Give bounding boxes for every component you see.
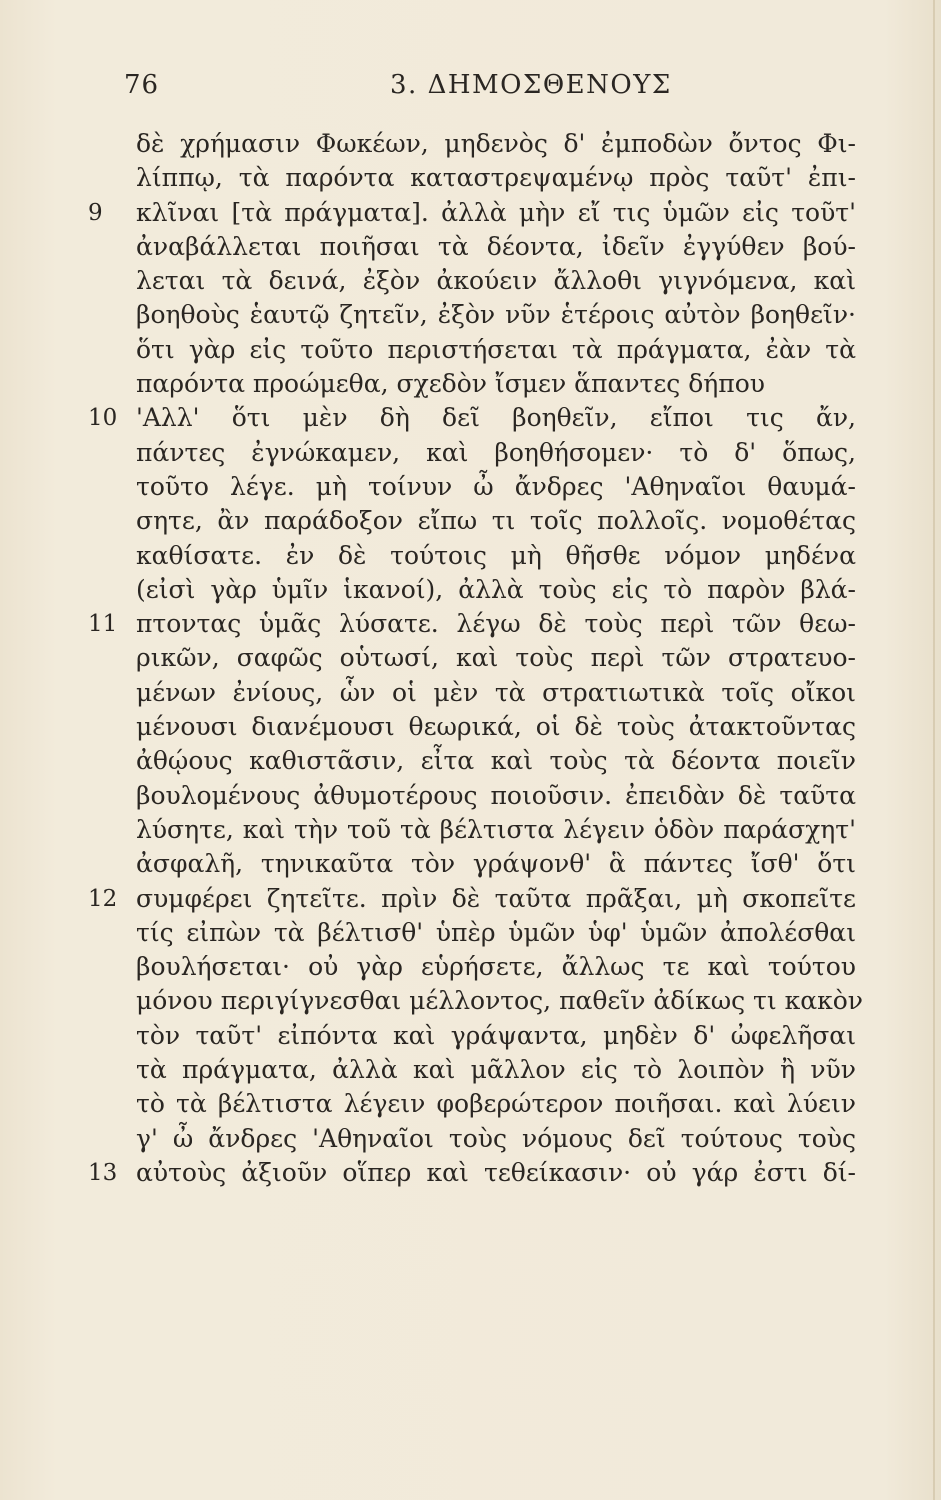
line-text: τὸ τὰ βέλτιστα λέγειν φοβερώτερον ποιῆσαι. καὶ λύειν — [136, 1089, 856, 1119]
text-line — [136, 161, 856, 195]
line-text: λίππῳ, τὰ παρόντα καταστρεψαμένῳ πρὸς ταῦτ' ἐπι- — [136, 163, 856, 193]
section-number: 12 — [88, 885, 118, 912]
text-line — [136, 744, 856, 778]
line-text: δὲ χρήμασιν Φωκέων, μηδενὸς δ' ἐμποδὼν ὄντος Φι- — [136, 129, 856, 158]
line-text: συμφέρει ζητεῖτε. πρὶν δὲ ταῦτα πρᾶξαι, μὴ σκοπεῖτε — [136, 883, 856, 913]
text-line — [136, 333, 856, 367]
text-line — [88, 401, 856, 435]
text-line — [136, 641, 856, 675]
line-text: καθίσατε. ἐν δὲ τούτοις μὴ θῆσθε νόμον μηδένα — [136, 540, 856, 570]
line-text: μένων ἐνίους, ὧν οἱ μὲν τὰ στρατιωτικὰ τοῖς οἴκοι — [136, 677, 856, 707]
text-line — [136, 298, 856, 332]
line-text: αὐτοὺς ἀξιοῦν οἵπερ καὶ τεθείκασιν· οὐ γάρ ἐστι δί- — [136, 1157, 856, 1187]
page-header — [124, 70, 864, 110]
text-line — [136, 1053, 856, 1087]
line-text: βουλήσεται· οὐ γὰρ εὑρήσετε, ἄλλως τε καὶ τούτου — [136, 952, 856, 982]
line-text: τὰ πράγματα, ἀλλὰ καὶ μᾶλλον εἰς τὸ λοιπὸν ἢ νῦν — [136, 1055, 856, 1085]
line-text: λύσητε, καὶ τὴν τοῦ τὰ βέλτιστα λέγειν ὁδὸν παράσχητ' — [136, 814, 856, 844]
text-line — [88, 882, 856, 916]
line-text: τὸν ταῦτ' εἰπόντα καὶ γράψαντα, μηδὲν δ' ὠφελῆσαι — [136, 1020, 856, 1050]
text-line — [136, 1087, 856, 1121]
text-line — [136, 504, 856, 538]
text-line — [136, 470, 856, 504]
page-edge — [933, 0, 935, 1500]
text-line — [136, 264, 856, 298]
line-text: βουλομένους ἀθυμοτέρους ποιοῦσιν. ἐπειδὰν δὲ ταῦτα — [136, 780, 856, 810]
text-line — [136, 847, 856, 881]
line-text: τίς εἰπὼν τὰ βέλτισθ' ὑπὲρ ὑμῶν ὑφ' ὑμῶν ἀπολέσθαι — [136, 917, 856, 947]
line-text: λεται τὰ δεινά, ἐξὸν ἀκούειν ἄλλοθι γιγνόμενα, καὶ — [136, 266, 856, 296]
line-text: (εἰσὶ γὰρ ὑμῖν ἱκανοί), ἀλλὰ τοὺς εἰς τὸ παρὸν βλά- — [136, 574, 856, 604]
text-line — [88, 607, 856, 641]
line-text: ἀθῴους καθιστᾶσιν, εἶτα καὶ τοὺς τὰ δέοντα ποιεῖν — [136, 746, 856, 776]
section-number: 10 — [88, 405, 118, 432]
line-text: μόνου περιγίγνεσθαι μέλλοντος, παθεῖν ἀδίκως τι κακὸν — [136, 986, 863, 1016]
greek-text-body — [88, 127, 863, 1190]
line-text: μένουσι διανέμουσι θεωρικά, οἱ δὲ τοὺς ἀτακτοῦντας — [136, 712, 856, 742]
text-line — [136, 950, 856, 984]
running-title: 3. ΔΗΜΟΣΘΕΝΟΥΣ — [390, 70, 672, 100]
line-text: πάντες ἐγνώκαμεν, καὶ βοηθήσομεν· τὸ δ' ὅπως, — [136, 437, 856, 467]
section-number: 9 — [88, 199, 103, 226]
text-line — [136, 539, 856, 573]
line-text: ρικῶν, σαφῶς οὑτωσί, καὶ τοὺς περὶ τῶν στρατευο- — [136, 643, 856, 673]
text-line — [136, 916, 856, 950]
section-number: 13 — [88, 1159, 118, 1186]
text-line — [136, 1019, 856, 1053]
text-line — [136, 984, 863, 1018]
text-line — [136, 1122, 856, 1156]
line-text: παρόντα προώμεθα, σχεδὸν ἴσμεν ἅπαντες δήπου — [136, 369, 765, 399]
line-text: γ' ὦ ἄνδρες 'Αθηναῖοι τοὺς νόμους δεῖ τούτους τοὺς — [136, 1123, 856, 1153]
text-line — [136, 779, 856, 813]
text-line — [88, 1156, 856, 1190]
line-text: σητε, ἂν παράδοξον εἴπω τι τοῖς πολλοῖς. νομοθέτας — [136, 506, 856, 536]
line-text: τοῦτο λέγε. μὴ τοίνυν ὦ ἄνδρες 'Αθηναῖοι θαυμά- — [136, 471, 856, 501]
line-text: βοηθοὺς ἑαυτῷ ζητεῖν, ἐξὸν νῦν ἑτέροις αὐτὸν βοηθεῖν· — [136, 300, 856, 330]
text-line — [136, 676, 856, 710]
line-text: ἀναβάλλεται ποιῆσαι τὰ δέοντα, ἰδεῖν ἐγγύθεν βού- — [136, 231, 856, 261]
line-text: πτοντας ὑμᾶς λύσατε. λέγω δὲ τοὺς περὶ τῶν θεω- — [136, 609, 856, 639]
text-line — [88, 196, 856, 230]
line-text: 'Αλλ' ὅτι μὲν δὴ δεῖ βοηθεῖν, εἴποι τις ἄν, — [136, 403, 856, 433]
text-line — [136, 367, 856, 401]
text-line — [136, 710, 856, 744]
page-number: 76 — [124, 70, 160, 100]
line-text: ἀσφαλῆ, τηνικαῦτα τὸν γράψονθ' ἃ πάντες ἴσθ' ὅτι — [136, 849, 856, 879]
line-text: κλῖναι [τὰ πράγματα]. ἀλλὰ μὴν εἴ τις ὑμῶν εἰς τοῦτ' — [136, 197, 856, 227]
text-line — [136, 127, 856, 161]
text-line — [136, 573, 856, 607]
line-text: ὅτι γὰρ εἰς τοῦτο περιστήσεται τὰ πράγματα, ἐὰν τὰ — [136, 334, 856, 364]
text-line — [136, 230, 856, 264]
section-number: 11 — [88, 611, 118, 638]
text-line — [136, 436, 856, 470]
text-line — [136, 813, 856, 847]
